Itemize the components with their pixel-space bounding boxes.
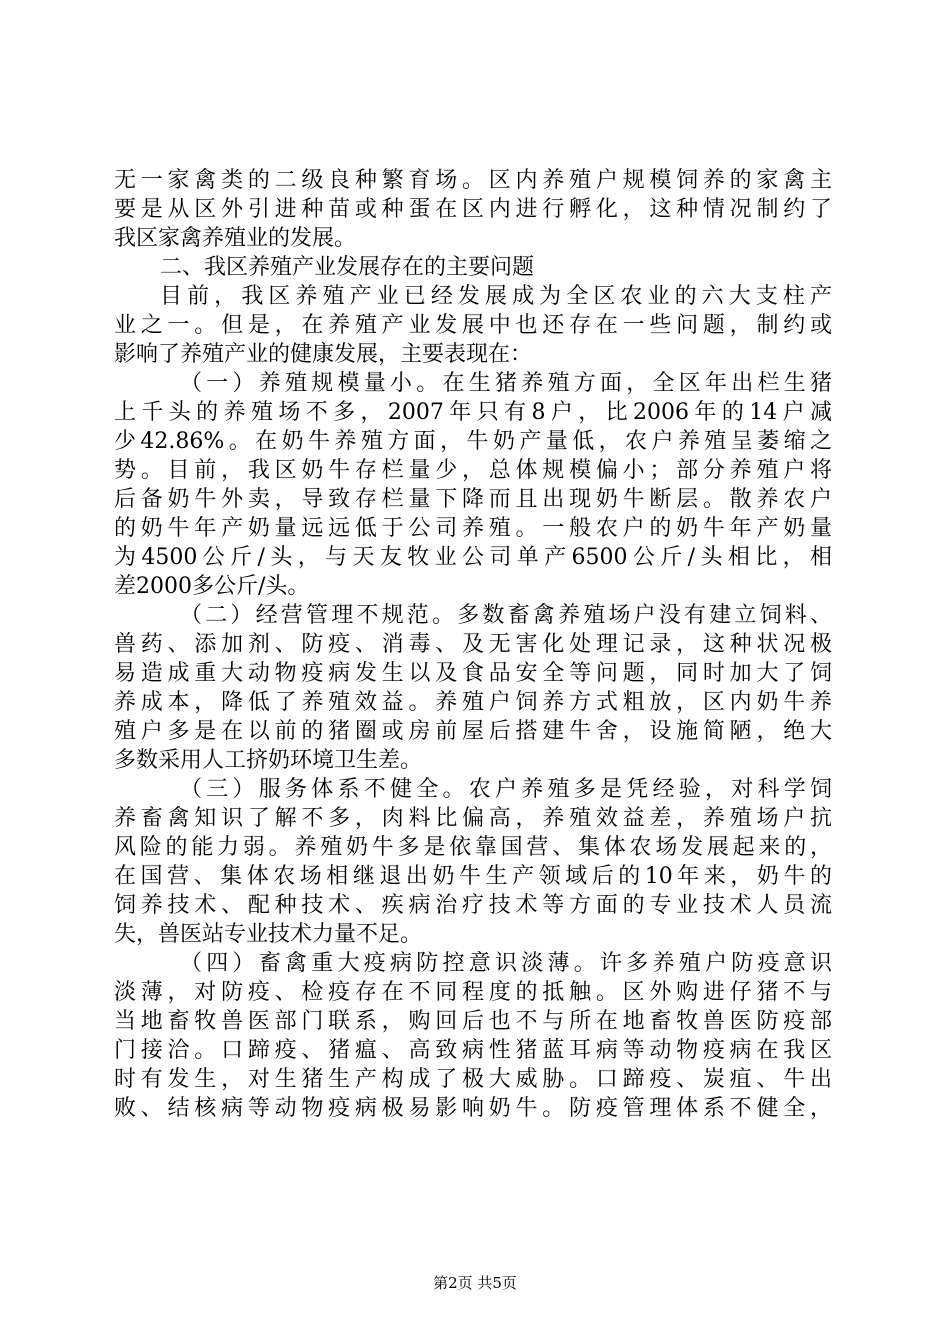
text-line: 门接洽。口蹄疫、猪瘟、高致病性猪蓝耳病等动物疫病在我区	[114, 1038, 832, 1063]
text-line: 养畜禽知识了解不多，肉料比偏高，养殖效益差，养殖场户抗	[114, 806, 832, 831]
text-line: 为4500公斤/头，与天友牧业公司单产6500公斤/头相比，相	[114, 545, 832, 570]
text-line: 我区家禽养殖业的发展。	[114, 226, 357, 251]
text-line: （四）畜禽重大疫病防控意识淡薄。许多养殖户防疫意识	[180, 951, 832, 976]
text-line: 败、结核病等动物疫病极易影响奶牛。防疫管理体系不健全，	[114, 1096, 832, 1121]
text-line: 要是从区外引进种苗或种蛋在区内进行孵化，这种情况制约了	[114, 197, 832, 222]
text-line: 易造成重大动物疫病发生以及食品安全等问题，同时加大了饲	[114, 661, 832, 686]
text-line: 差2000多公斤/头。	[114, 574, 310, 599]
text-line: 上千头的养殖场不多，2007年只有8户，比2006年的14户减	[114, 400, 832, 425]
text-line: 目前，我区养殖产业已经发展成为全区农业的六大支柱产	[160, 284, 832, 309]
text-line: 的奶牛年产奶量远远低于公司养殖。一般农户的奶牛年产奶量	[114, 516, 832, 541]
text-line: （三）服务体系不健全。农户养殖多是凭经验，对科学饲	[180, 777, 832, 802]
text-line: 失，兽医站专业技术力量不足。	[114, 922, 423, 947]
text-line: 后备奶牛外卖，导致存栏量下降而且出现奶牛断层。散养农户	[114, 487, 832, 512]
text-line: 少42.86%。在奶牛养殖方面，牛奶产量低，农户养殖呈萎缩之	[114, 429, 832, 454]
text-line: 兽药、添加剂、防疫、消毒、及无害化处理记录，这种状况极	[114, 632, 832, 657]
text-line: （一）养殖规模量小。在生猪养殖方面，全区年出栏生猪	[180, 371, 832, 396]
page-number-footer: 第2页 共5页	[433, 1274, 517, 1292]
text-line: 多数采用人工挤奶环境卫生差。	[114, 748, 423, 773]
text-line: 饲养技术、配种技术、疾病治疗技术等方面的专业技术人员流	[114, 893, 832, 918]
text-line: 业之一。但是，在养殖产业发展中也还存在一些问题，制约或	[114, 313, 832, 338]
text-line: 影响了养殖产业的健康发展，主要表现在：	[114, 342, 533, 367]
text-line: 当地畜牧兽医部门联系，购回后也不与所在地畜牧兽医防疫部	[114, 1009, 832, 1034]
text-line: 时有发生，对生猪生产构成了极大威胁。口蹄疫、炭疽、牛出	[114, 1067, 832, 1092]
text-line: 势。目前，我区奶牛存栏量少，总体规模偏小；部分养殖户将	[114, 458, 832, 483]
text-line: 无一家禽类的二级良种繁育场。区内养殖户规模饲养的家禽主	[114, 168, 832, 193]
text-line: 养成本，降低了养殖效益。养殖户饲养方式粗放，区内奶牛养	[114, 690, 832, 715]
text-line: 淡薄，对防疫、检疫存在不同程度的抵触。区外购进仔猪不与	[114, 980, 832, 1005]
text-line: （二）经营管理不规范。多数畜禽养殖场户没有建立饲料、	[180, 603, 832, 628]
text-line: 在国营、集体农场相继退出奶牛生产领域后的10年来，奶牛的	[114, 864, 832, 889]
text-line: 殖户多是在以前的猪圈或房前屋后搭建牛舍，设施简陋，绝大	[114, 719, 832, 744]
text-line: 二、我区养殖产业发展存在的主要问题	[160, 255, 535, 280]
document-body	[114, 166, 832, 1123]
text-line: 风险的能力弱。养殖奶牛多是依靠国营、集体农场发展起来的，	[114, 835, 832, 860]
